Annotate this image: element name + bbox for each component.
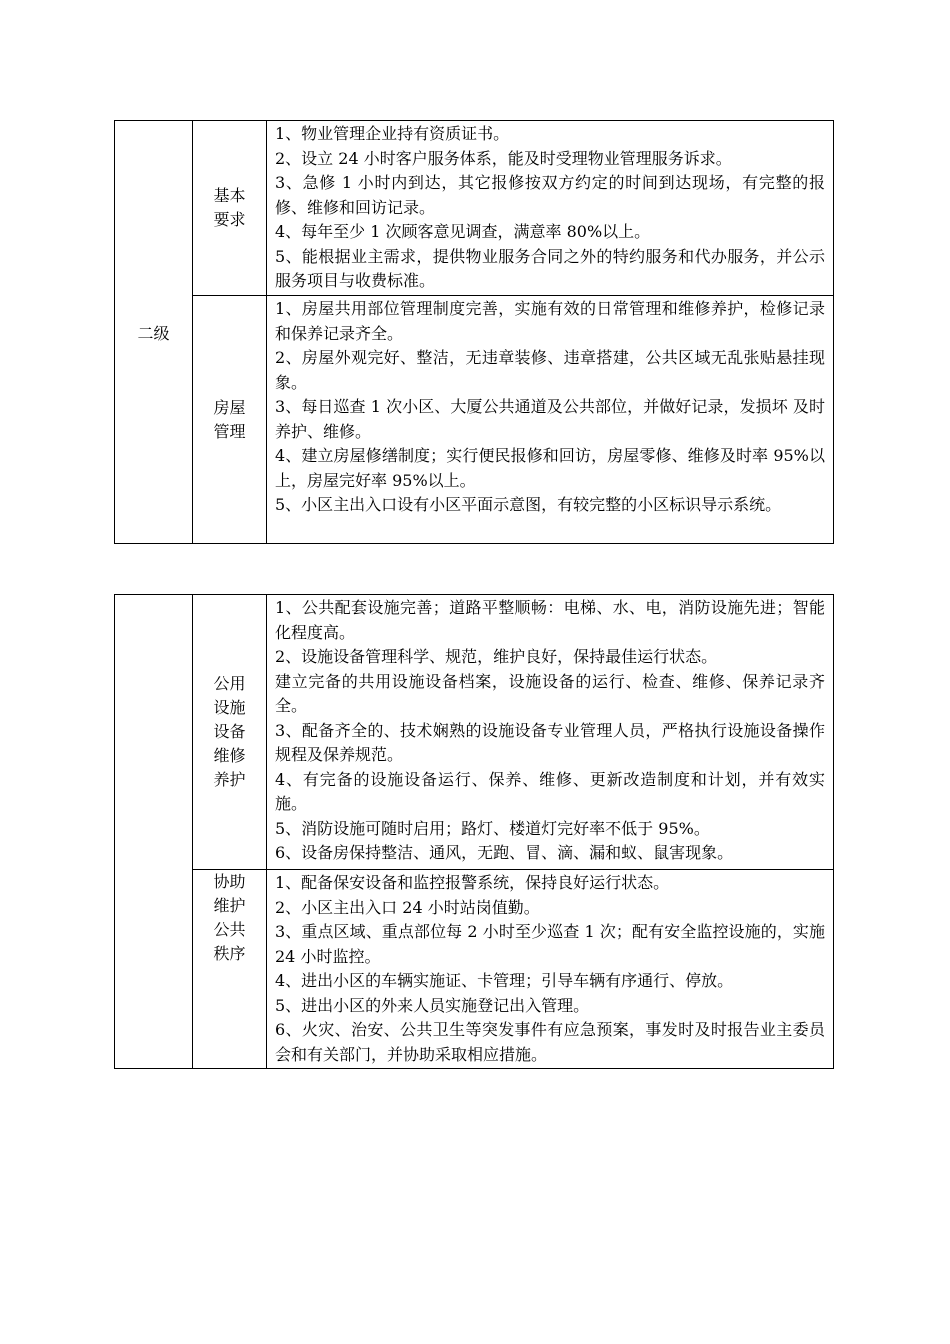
requirements-cell bbox=[267, 870, 834, 1069]
category-cell bbox=[193, 296, 267, 544]
list-item: 4、每年至少 1 次顾客意见调查，满意率 80%以上。 bbox=[275, 222, 651, 241]
list-item: 建立完备的共用设施设备档案，设施设备的运行、检查、维修、保养记录齐全。 bbox=[275, 671, 825, 715]
list-item: 1、房屋共用部位管理制度完善，实施有效的日常管理和维修养护，检修记录和保养记录齐全。 bbox=[275, 299, 825, 343]
list-item: 3、重点区域、重点部位每 2 小时至少巡查 1 次；配有安全监控设施的，实施 24 小时监控。 bbox=[275, 922, 825, 966]
requirements-cell bbox=[267, 595, 834, 870]
list-item: 4、进出小区的车辆实施证、卡管理；引导车辆有序通行、停放。 bbox=[275, 971, 734, 990]
table-row bbox=[115, 870, 834, 1069]
service-standard-table-1 bbox=[114, 120, 834, 544]
list-item: 6、设备房保持整洁、通风，无跑、冒、滴、漏和蚁、鼠害现象。 bbox=[275, 843, 734, 862]
list-item: 4、有完备的设施设备运行、保养、维修、更新改造制度和计划，并有效实施。 bbox=[275, 769, 825, 813]
service-standard-table-2 bbox=[114, 594, 834, 1069]
category-cell bbox=[193, 595, 267, 870]
list-item: 1、公共配套设施完善；道路平整顺畅：电梯、水、电，消防设施先进；智能化程度高。 bbox=[275, 598, 825, 642]
list-item: 3、配备齐全的、技术娴熟的设施设备专业管理人员，严格执行设施设备操作规程及保养规范。 bbox=[275, 720, 825, 764]
list-item: 4、建立房屋修缮制度；实行便民报修和回访，房屋零修、维修及时率 95%以上，房屋完好率 95%以上。 bbox=[275, 446, 825, 490]
list-item: 2、房屋外观完好、整洁，无违章装修、违章搭建，公共区域无乱张贴悬挂现象。 bbox=[275, 348, 825, 392]
category-label: 协助维护公共秩序 bbox=[213, 872, 246, 963]
category-cell bbox=[193, 870, 267, 1069]
level-cell: 二级 bbox=[115, 121, 193, 544]
list-item: 2、设立 24 小时客户服务体系，能及时受理物业管理服务诉求。 bbox=[275, 148, 732, 168]
list-item: 5、能根据业主需求，提供物业服务合同之外的特约服务和代办服务，并公示服务项目与收费标准。 bbox=[275, 246, 825, 290]
list-item: 1、物业管理企业持有资质证书。 bbox=[275, 124, 510, 143]
list-item: 5、进出小区的外来人员实施登记出入管理。 bbox=[275, 995, 590, 1015]
list-item: 3、急修 1 小时内到达，其它报修按双方约定的时间到达现场，有完整的报修、维修和回访记录。 bbox=[275, 173, 825, 217]
list-item: 5、消防设施可随时启用；路灯、楼道灯完好率不低于 95%。 bbox=[275, 818, 710, 838]
list-item: 2、设施设备管理科学、规范，维护良好，保持最佳运行状态。 bbox=[275, 647, 718, 666]
table-row bbox=[115, 296, 834, 544]
category-label: 基本要求 bbox=[213, 186, 246, 229]
category-label: 公用设施设备维修养护 bbox=[213, 674, 246, 789]
requirements-cell bbox=[267, 296, 834, 544]
level-cell bbox=[115, 595, 193, 1069]
list-item: 3、每日巡查 1 次小区、大厦公共通道及公共部位，并做好记录，发损坏 及时养护、维修。 bbox=[275, 397, 825, 441]
list-item: 5、小区主出入口设有小区平面示意图，有较完整的小区标识导示系统。 bbox=[275, 495, 782, 514]
requirements-cell bbox=[267, 121, 834, 296]
table-row bbox=[115, 595, 834, 870]
list-item: 1、配备保安设备和监控报警系统，保持良好运行状态。 bbox=[275, 873, 670, 892]
category-label: 房屋管理 bbox=[213, 397, 246, 441]
category-cell bbox=[193, 121, 267, 296]
table-row bbox=[115, 121, 834, 296]
list-item: 2、小区主出入口 24 小时站岗值勤。 bbox=[275, 897, 540, 917]
list-item: 6、火灾、治安、公共卫生等突发事件有应急预案，事发时及时报告业主委员会和有关部门，并协助采取相应措施。 bbox=[275, 1020, 825, 1064]
